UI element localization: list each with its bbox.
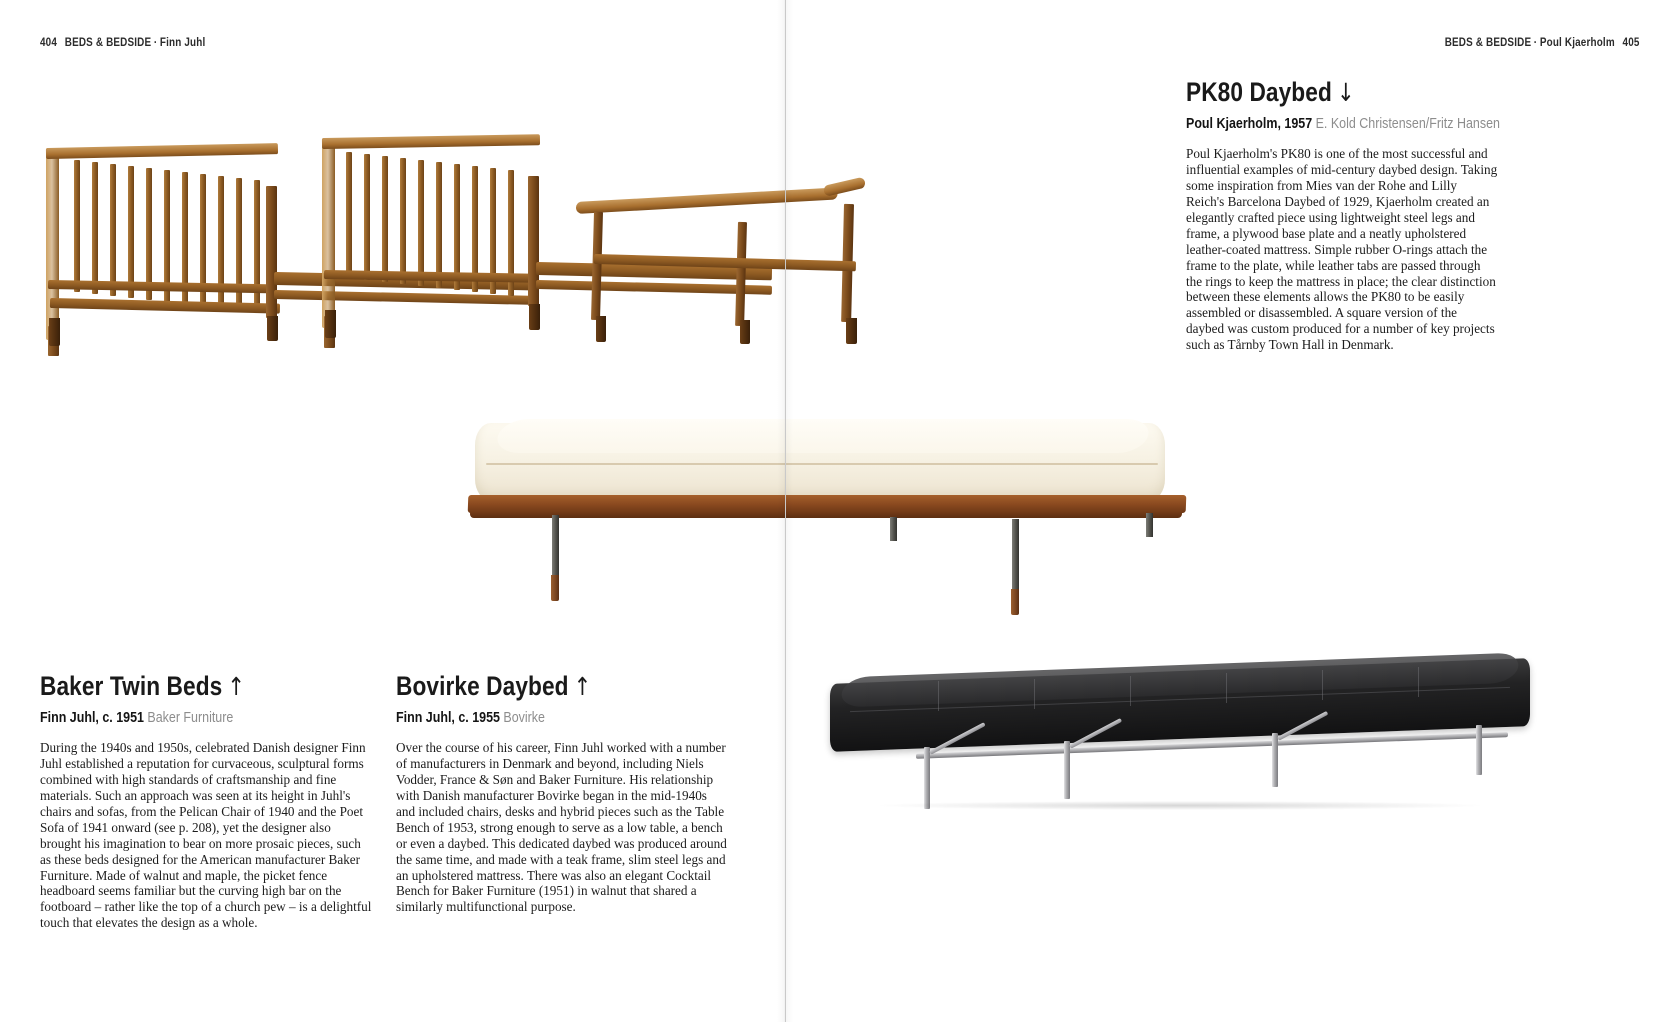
bovirke-body: Over the course of his career, Finn Juhl worked with a number of manufacturers in Denmark and beyond, including Niels Vodder, France & Søn and Baker Furniture. His relationship with Danish manufacturer Bovirke began in the mid-1940s and included chairs, desks and hybrid pieces such as the Table Bench of 1953, strong enough to serve as a low table, a bench or even a daybed. This dedicated daybed was produced around the same time, and made with a teak frame, slim steel legs and an upholstered mattress. There was also an elegant Cocktail Bench for Baker Furniture (1951) in walnut that shared a similarly multifunctional purpose. xyxy=(396,740,727,915)
subject-left: Finn Juhl xyxy=(159,37,206,49)
baker-title-text: Baker Twin Beds xyxy=(40,671,223,701)
baker-body: During the 1940s and 1950s, celebrated Danish designer Finn Juhl established a reputation for curvaceous, sculptural forms combined with high standards of craftsmanship and fine materials. Such an approach was seen at its height in Juhl's chairs and sofas, from the Pelican Chair of 1940 and the Poet Sofa of 1941 onward (see p. 208), yet the designer also brought his imagination to bear on more prosaic pieces, such as these beds designed for the American manufacturer Baker Furniture. Made of walnut and maple, the picket fence headboard seems familiar but the curving high bar on the footboard – rather like the top of a church pew – is a delightful touch that elevates the design as a whole. xyxy=(40,740,372,931)
baker-credit xyxy=(40,711,326,727)
baker-maker: Baker Furniture xyxy=(147,710,234,727)
page-gutter-line xyxy=(785,0,786,1022)
separator-left: · xyxy=(153,37,158,49)
folio-right: 405 xyxy=(1622,37,1640,49)
pk80-title-text: PK80 Daybed xyxy=(1186,77,1332,107)
baker-designer: Finn Juhl, c. 1951 xyxy=(40,710,144,727)
pk80-credit xyxy=(1186,116,1500,133)
bovirke-daybed-photo xyxy=(440,415,1200,615)
arrow-up-icon: ↑ xyxy=(227,672,246,701)
running-head-left xyxy=(40,37,205,49)
bovirke-credit xyxy=(396,711,682,727)
pk80-designer: Poul Kjaerholm, 1957 xyxy=(1186,116,1313,133)
entry-pk80 xyxy=(1186,78,1498,353)
bovirke-designer: Finn Juhl, c. 1955 xyxy=(396,710,500,727)
bovirke-title-text: Bovirke Daybed xyxy=(396,671,569,701)
folio-left: 404 xyxy=(40,37,58,49)
entry-baker-twin-beds xyxy=(40,672,372,931)
arrow-up-icon: ↑ xyxy=(573,672,592,701)
separator-right: · xyxy=(1534,37,1538,49)
entry-bovirke-daybed xyxy=(396,672,728,915)
pk80-daybed-photo xyxy=(820,655,1550,820)
arrow-down-icon: ↓ xyxy=(1336,78,1355,107)
baker-title xyxy=(40,672,319,700)
bovirke-maker: Bovirke xyxy=(503,710,545,727)
section-left: BEDS & BEDSIDE xyxy=(64,37,152,49)
pk80-title xyxy=(1186,78,1448,106)
bovirke-title xyxy=(396,672,675,700)
twin-beds-photo xyxy=(38,130,848,360)
running-head-right xyxy=(1445,37,1640,49)
pk80-maker: E. Kold Christensen/Fritz Hansen xyxy=(1315,116,1500,133)
section-right: BEDS & BEDSIDE xyxy=(1445,37,1532,49)
pk80-body: Poul Kjaerholm's PK80 is one of the most successful and influential examples of mid-century daybed design. Taking some inspiration from Mies van der Rohe and Lilly Reich's Barcelona Daybed of 1929, Kjaerholm created an elegantly crafted piece using lightweight steel legs and frame, a plywood base plate and a neatly upholstered leather-coated mattress. Simple rubber O-rings attach the frame to the plate, while leather tabs are passed through the rings to keep the mattress in place; the clear distinction between these elements allows the PK80 to be easily assembled or disassembled. A square version of the daybed was custom produced for a number of key projects such as Tårnby Town Hall in Denmark. xyxy=(1186,146,1498,353)
subject-right: Poul Kjaerholm xyxy=(1540,37,1616,49)
